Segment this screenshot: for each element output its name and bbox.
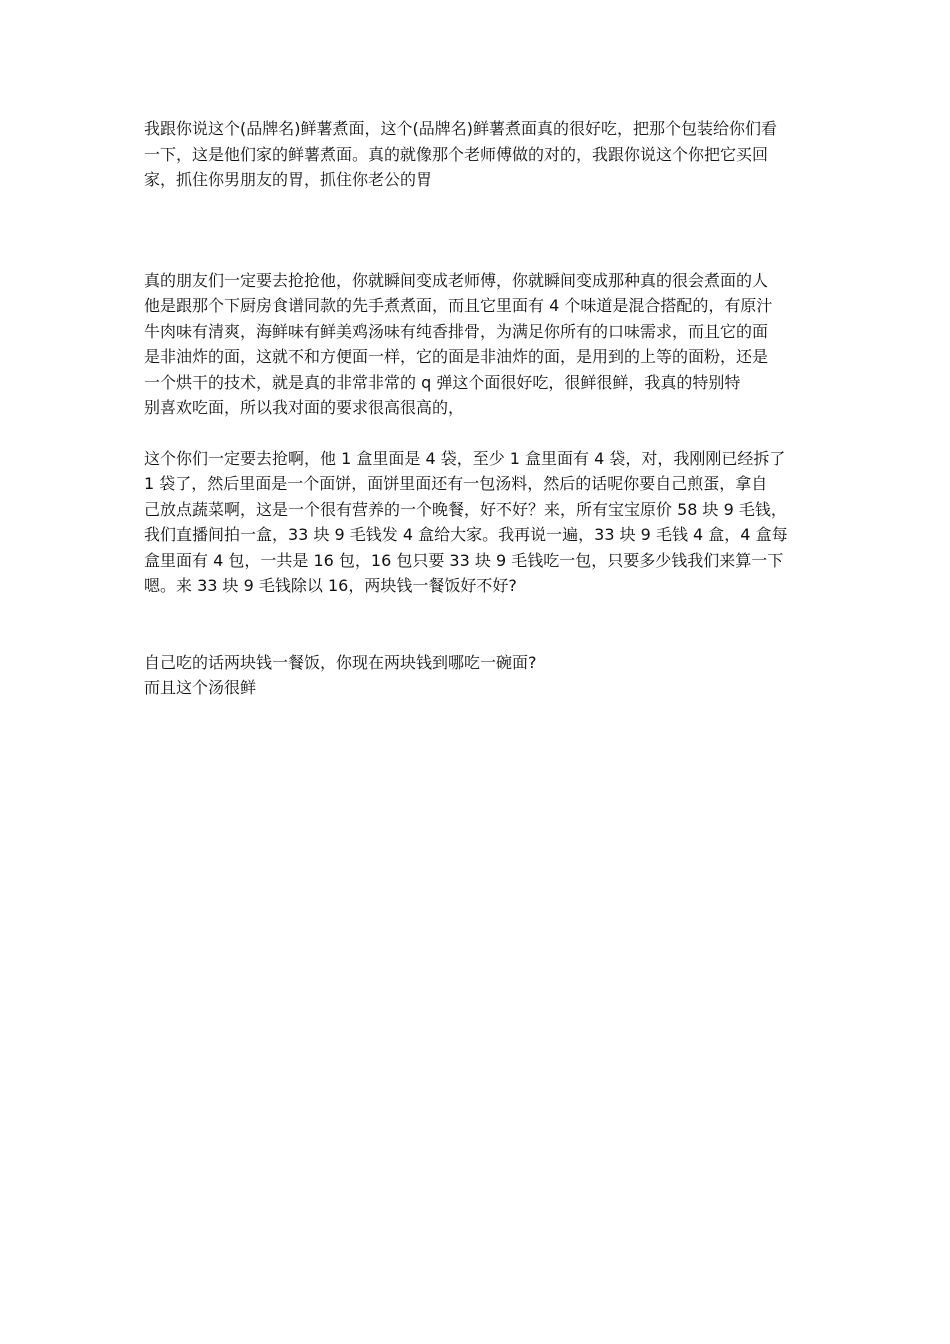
text-line: 牛肉味有清爽，海鲜味有鲜美鸡汤味有纯香排骨，为满足你所有的口味需求，而且它的面 <box>144 321 769 341</box>
text-line: 而且这个汤很鲜 <box>144 678 257 697</box>
text-line: 别喜欢吃面，所以我对面的要求很高很高的， <box>144 398 465 417</box>
text-line: 一个烘干的技术，就是真的非常非常的 q 弹这个面很好吃，很鲜很鲜，我真的特别特 <box>144 372 741 392</box>
text-line: 这个你们一定要去抢啊，他 1 盒里面是 4 袋，至少 1 盒里面有 4 袋，对，我刚刚已经拆了 <box>144 448 786 468</box>
paragraph-2 <box>144 268 816 421</box>
paragraph-3 <box>144 446 816 599</box>
text-line: 1 袋了，然后里面是一个面饼，面饼里面还有一包汤料，然后的话呢你要自己煎蛋，拿自 <box>144 474 768 493</box>
paragraph-4 <box>144 650 816 701</box>
text-line: 我们直播间拍一盒，33 块 9 毛钱发 4 盒给大家。我再说一遍，33 块 9 毛钱 4 盒，4 盒每 <box>144 525 788 544</box>
text-line: 他是跟那个下厨房食谱同款的先手煮煮面，而且它里面有 4 个味道是混合搭配的，有原汁 <box>144 296 773 315</box>
text-line: 真的朋友们一定要去抢抢他，你就瞬间变成老师傅，你就瞬间变成那种真的很会煮面的人 <box>144 270 769 290</box>
text-line: 盒里面有 4 包，一共是 16 包，16 包只要 33 块 9 毛钱吃一包，只要多少钱我们来算一下 <box>144 550 784 570</box>
text-line: 我跟你说这个(品牌名)鲜薯煮面，这个(品牌名)鲜薯煮面真的很好吃，把那个包装给你们看 <box>144 119 777 138</box>
text-line: 自己吃的话两块钱一餐饭，你现在两块钱到哪吃一碗面? <box>144 652 537 672</box>
text-line: 家，抓住你男朋友的胃，抓住你老公的胃 <box>144 170 433 189</box>
text-line: 是非油炸的面，这就不和方便面一样，它的面是非油炸的面，是用到的上等的面粉，还是 <box>144 347 769 366</box>
paragraph-1 <box>144 116 816 193</box>
text-line: 嗯。来 33 块 9 毛钱除以 16，两块钱一餐饭好不好? <box>144 576 517 595</box>
text-line: 己放点蔬菜啊，这是一个很有营养的一个晚餐，好不好？来，所有宝宝原价 58 块 9 毛钱， <box>144 499 787 519</box>
paragraph-spacer <box>144 193 816 268</box>
paragraph-spacer <box>144 421 816 446</box>
paragraph-spacer <box>144 599 816 650</box>
text-line: 一下，这是他们家的鲜薯煮面。真的就像那个老师傅做的对的，我跟你说这个你把它买回 <box>144 144 769 164</box>
document-body <box>144 116 816 701</box>
